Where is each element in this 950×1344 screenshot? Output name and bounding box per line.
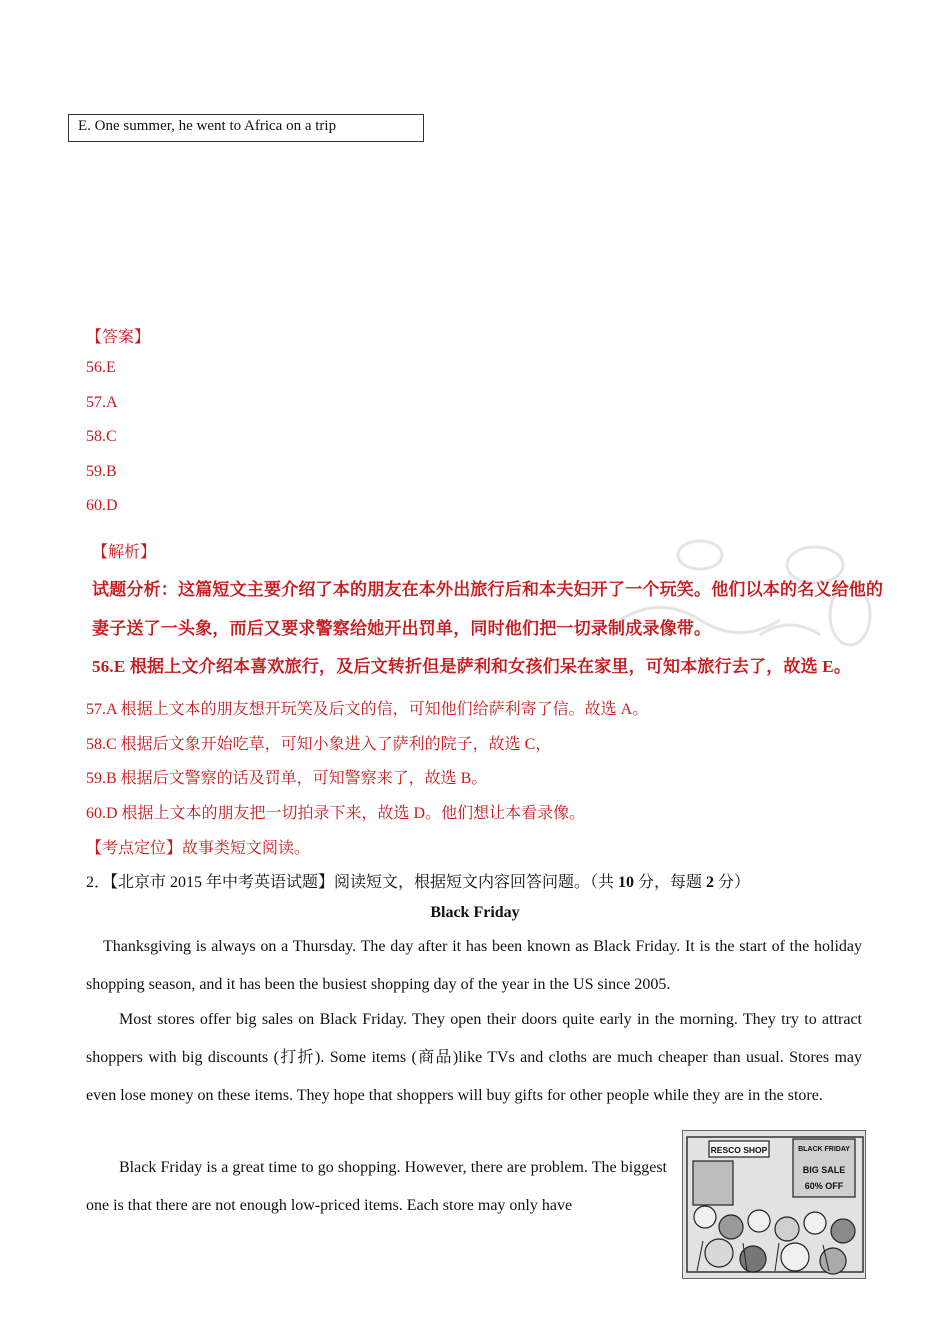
article-paragraph-1: Thanksgiving is always on a Thursday. The day after it has been known as Black Friday. It is the start of the holiday shopping season, and it has been the busiest shopping day of the year in the US since 2005.	[86, 938, 862, 993]
analysis-line: 妻子送了一头象，而后又要求警察给她开出罚单，同时他们把一切录制成录像带。	[92, 619, 712, 638]
question-end-text: 分）	[714, 874, 751, 891]
article-paragraph-3: Black Friday is a great time to go shopping. However, there are problem. The biggest one is that there are not enough low-priced items. Each store may only have	[86, 1159, 667, 1214]
question-header	[86, 869, 750, 892]
analysis-line: 56.E 根据上文介绍本喜欢旅行，及后文转折但是萨利和女孩们呆在家里，可知本旅行去了，故选 E。	[92, 657, 852, 676]
question-source: 【北京市 2015 年中考英语试题】阅读短文，根据短文内容回答问题。（共	[110, 874, 619, 891]
cartoon-poster-text: BLACK FRIDAY	[798, 1146, 850, 1153]
answer-item: 56.E	[86, 359, 116, 376]
analysis-line: 58.C 根据后文象开始吃草，可知小象进入了萨利的院子，故选 C，	[86, 736, 552, 753]
answer-item: 58.C	[86, 428, 117, 445]
cartoon-shop-sign: RESCO SHOP	[710, 1145, 768, 1155]
answer-label: 【答案】	[86, 329, 151, 346]
analysis-line: 试题分析：这篇短文主要介绍了本的朋友在本外出旅行后和本夫妇开了一个玩笑。他们以本的名义给他的	[92, 580, 884, 599]
answer-item: 57.A	[86, 394, 118, 411]
analysis-line: 60.D 根据上文本的朋友把一切拍录下来，故选 D。他们想让本看录像。	[86, 805, 586, 822]
option-e-box: E. One summer, he went to Africa on a trip	[68, 114, 424, 142]
question-total-points: 10	[618, 874, 635, 891]
question-each-points: 2	[706, 874, 715, 891]
question-mid-text: 分，每题	[634, 874, 707, 891]
question-number: 2．	[86, 874, 111, 891]
analysis-label: 【解析】	[92, 544, 157, 561]
cartoon-drawing	[683, 1131, 866, 1279]
answer-item: 60.D	[86, 497, 118, 514]
black-friday-cartoon	[682, 1130, 866, 1279]
cartoon-poster-text: BIG SALE	[802, 1165, 846, 1175]
analysis-line: 57.A 根据上文本的朋友想开玩笑及后文的信，可知他们给萨利寄了信。故选 A。	[86, 701, 649, 718]
analysis-line: 59.B 根据后文警察的话及罚单，可知警察来了，故选 B。	[86, 770, 488, 787]
answer-item: 59.B	[86, 463, 117, 480]
kaodian-line: 【考点定位】故事类短文阅读。	[86, 840, 311, 857]
cartoon-poster-text: 60% OFF	[804, 1181, 844, 1191]
article-title: Black Friday	[430, 904, 520, 921]
article-paragraph-2: Most stores offer big sales on Black Friday. They open their doors quite early in the morning. They try to attract shoppers with big discounts (打折). Some items (商品)like TVs and cloths are much cheaper than usual. Stores may even lose money on these items. They hope that shoppers will buy gifts for other people while they are in the store.	[86, 1011, 862, 1104]
